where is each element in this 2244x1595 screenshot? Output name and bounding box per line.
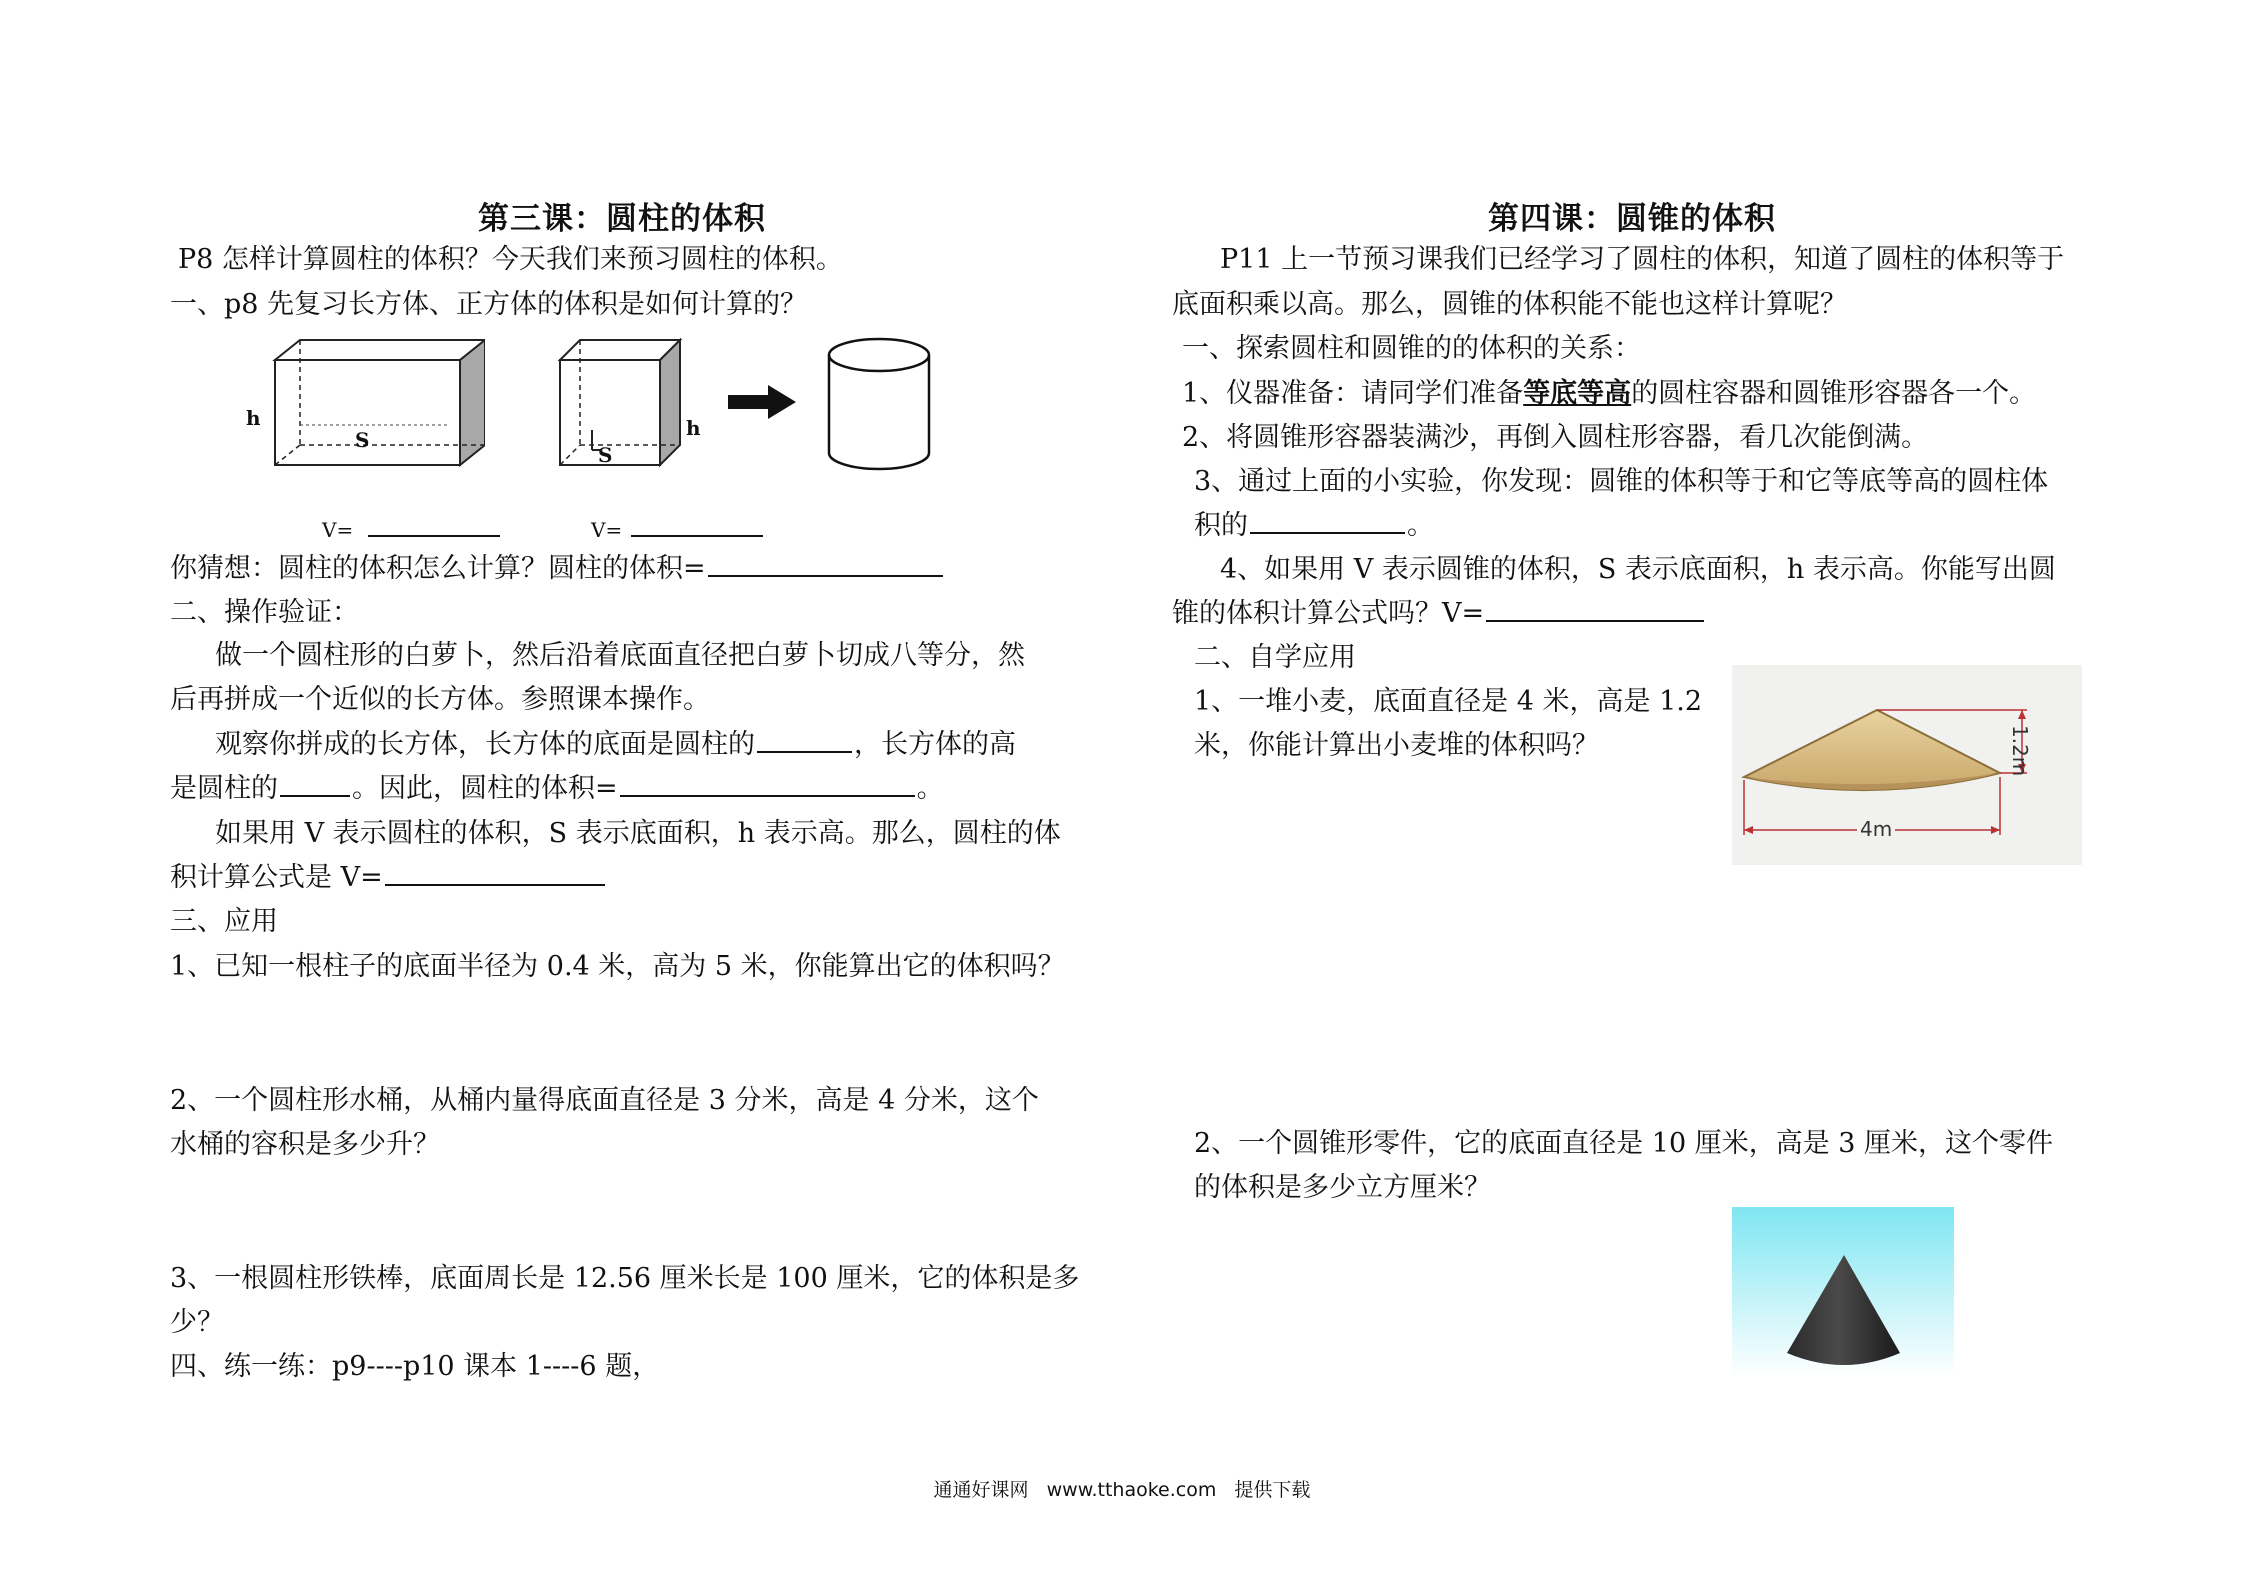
cylinder-figure (825, 335, 935, 475)
footer-note: 提供下载 (1234, 1479, 1311, 1501)
observe-text-1: 观察你拼成的长方体，长方体的底面是圆柱的 (215, 729, 755, 760)
cube-h-label: h (686, 416, 701, 440)
lesson3-section4: 四、练一练：p9----p10 课本 1----6 题， (170, 1351, 660, 1382)
radish-p1a: 做一个圆柱形的白萝卜，然后沿着底面直径把白萝卜切成八等分，然 (215, 640, 1025, 671)
step3b-end: 。 (1407, 510, 1434, 541)
guess-row (170, 549, 945, 589)
lesson3-q1: 1、已知一根柱子的底面半径为 0.4 米，高为 5 米，你能算出它的体积吗？ (170, 951, 1065, 982)
lesson4-intro-b: 底面积乘以高。那么，圆锥的体积能不能也这样计算呢？ (1172, 289, 1847, 320)
footer-site: 通通好课网 (933, 1479, 1029, 1501)
cone-part-figure (1732, 1207, 1954, 1377)
pile-height-label: 1.2m (2008, 725, 2032, 777)
prep-text-2: 的圆柱容器和圆锥形容器各一个。 (1631, 378, 2037, 409)
lesson3-title: 第三课：圆柱的体积 (478, 201, 766, 237)
prep-row (1182, 374, 2036, 414)
lesson3-intro: P8 怎样计算圆柱的体积？今天我们来预习圆柱的体积。 (178, 244, 843, 275)
lesson3-section2: 二、操作验证： (170, 597, 359, 628)
lesson3-q2a: 2、一个圆柱形水桶，从桶内量得底面直径是 3 分米，高是 4 分米，这个 (170, 1085, 1039, 1116)
observe-text-5: 。 (916, 773, 944, 804)
experiment-step4b (1172, 594, 1706, 634)
experiment-step3a: 3、通过上面的小实验，你发现：圆锥的体积等于和它等底等高的圆柱体 (1194, 466, 2049, 497)
lesson4-q2a: 2、一个圆锥形零件，它的底面直径是 10 厘米，高是 3 厘米，这个零件 (1194, 1128, 2054, 1159)
cube-v-label: V= (591, 518, 623, 542)
prep-text-1: 1、仪器准备：请同学们准备 (1182, 378, 1524, 409)
footer (0, 1475, 2244, 1502)
cuboid-v-label: V= (322, 518, 354, 542)
lesson3-section3: 三、应用 (170, 906, 278, 937)
cube-volume-row (591, 510, 765, 550)
lesson4-section1: 一、探索圆柱和圆锥的的体积的关系： (1182, 333, 1641, 364)
cube-v-blank[interactable] (631, 515, 763, 537)
cuboid-s-label: S (355, 428, 370, 452)
lesson3-q3a: 3、一根圆柱形铁棒，底面周长是 12.56 厘米长是 100 厘米，它的体积是多 (170, 1263, 1080, 1294)
lesson4-q2b: 的体积是多少立方厘米？ (1194, 1172, 1491, 1203)
height-blank[interactable] (280, 769, 350, 797)
cube-figure (555, 335, 685, 475)
cuboid-figure (235, 335, 485, 495)
lesson4-title: 第四课：圆锥的体积 (1488, 201, 1776, 237)
cuboid-volume-row (322, 510, 502, 550)
experiment-step4a: 4、如果用 V 表示圆锥的体积，S 表示底面积，h 表示高。你能写出圆 (1220, 554, 2056, 585)
observe-text-4: 。因此，圆柱的体积= (352, 773, 618, 804)
footer-url[interactable]: www.tthaoke.com (1046, 1479, 1217, 1501)
base-blank[interactable] (757, 725, 852, 753)
formula-text: 积计算公式是 V= (170, 862, 383, 893)
step3b-text: 积的 (1194, 510, 1248, 541)
cube-s-label: S (598, 443, 613, 467)
observe-row-1 (215, 725, 1016, 765)
radish-p1b: 后再拼成一个近似的长方体。参照课本操作。 (170, 684, 710, 715)
formula-p3a: 如果用 V 表示圆柱的体积，S 表示底面积，h 表示高。那么，圆柱的体 (215, 818, 1061, 849)
lesson4-q1b: 米，你能计算出小麦堆的体积吗？ (1194, 730, 1599, 761)
prep-emphasis: 等底等高 (1523, 378, 1632, 409)
wheat-pile-figure (1732, 665, 2082, 865)
pile-width-label: 4m (1857, 817, 1895, 841)
cone-formula-blank[interactable] (1486, 594, 1704, 622)
cuboid-h-label: h (246, 406, 261, 430)
guess-text: 你猜想：圆柱的体积怎么计算？圆柱的体积= (170, 553, 706, 584)
lesson4-section2: 二、自学应用 (1194, 642, 1356, 673)
arrow-right-icon (728, 385, 796, 419)
experiment-step2: 2、将圆锥形容器装满沙，再倒入圆柱形容器，看几次能倒满。 (1182, 422, 1929, 453)
observe-text-2: ，长方体的高 (854, 729, 1016, 760)
step4b-text: 锥的体积计算公式吗？V= (1172, 598, 1485, 629)
formula-row (170, 858, 607, 898)
cuboid-v-blank[interactable] (368, 515, 500, 537)
guess-blank[interactable] (708, 549, 943, 577)
observe-text-3: 是圆柱的 (170, 773, 278, 804)
fraction-blank[interactable] (1250, 506, 1405, 534)
observe-row-2 (170, 769, 944, 809)
formula-blank[interactable] (385, 858, 605, 886)
lesson3-q3b: 少？ (170, 1307, 224, 1338)
right-column (1122, 0, 2244, 1595)
lesson3-q2b: 水桶的容积是多少升？ (170, 1129, 440, 1160)
lesson4-q1a: 1、一堆小麦，底面直径是 4 米，高是 1.2 (1194, 686, 1703, 717)
experiment-step3b (1194, 506, 1434, 546)
lesson3-section1: 一、p8 先复习长方体、正方体的体积是如何计算的？ (170, 289, 808, 320)
cylinder-volume-blank[interactable] (620, 769, 915, 797)
lesson4-intro-a: P11 上一节预习课我们已经学习了圆柱的体积，知道了圆柱的体积等于 (1220, 244, 2065, 275)
